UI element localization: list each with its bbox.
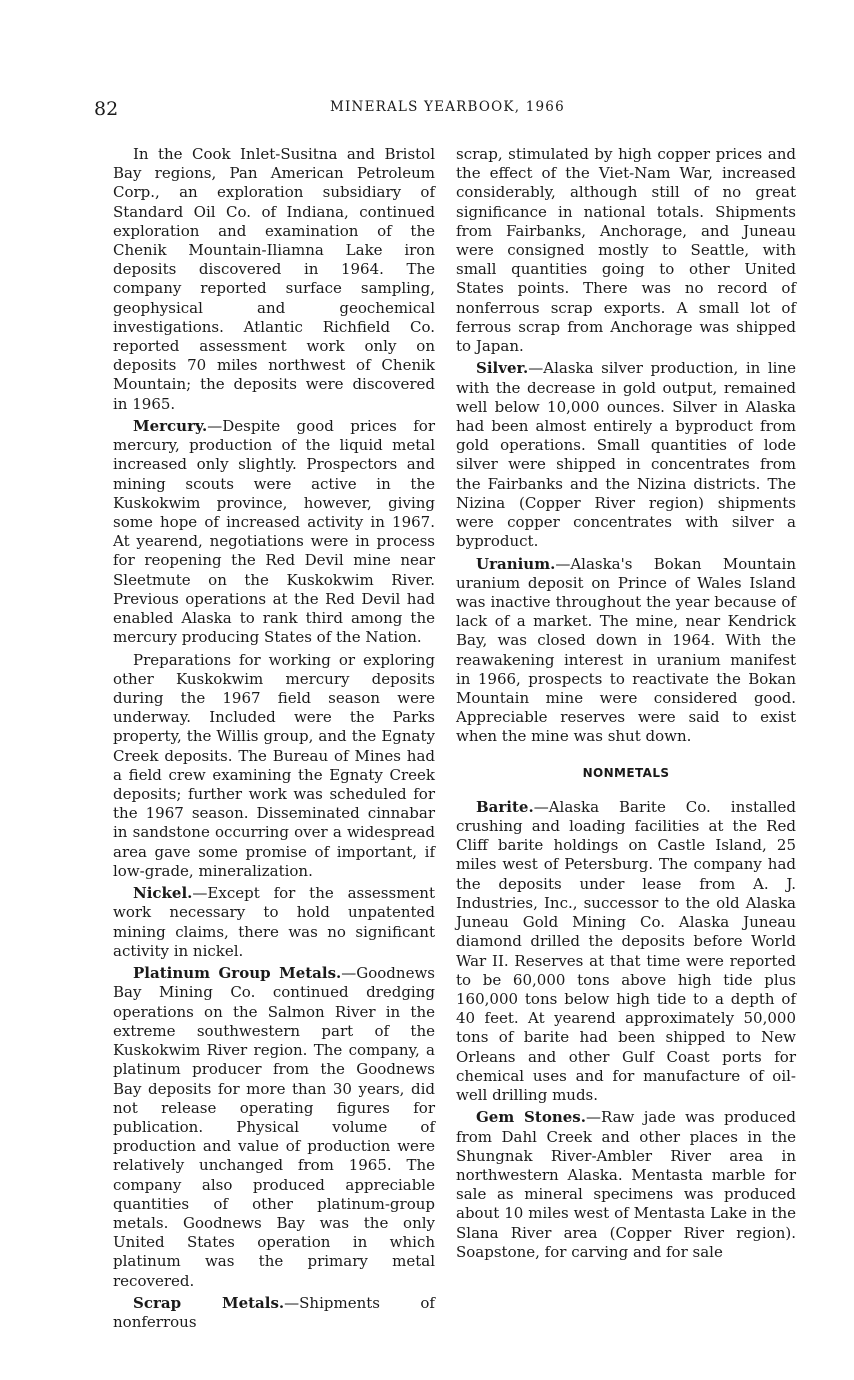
mercury-heading: Mercury.: [133, 417, 208, 436]
scrap-text: —Shipments of nonferrous: [113, 1293, 435, 1332]
paragraph-scrap-metals: [113, 1294, 435, 1332]
mercury-text: —Despite good prices for mercury, production of the liquid metal increased only slightly. Prospectors and mining scouts were active in the Kuskokwim province, however, giving some hope of increased activity in 1967. At yearend, negotiations were in process for reopening the Red Devil mine near Sleetmute on the Kuskokwim River. Previous operations at the Red Devil had enabled Alaska to rank third among the mercury producing States of the Nation.: [113, 417, 435, 647]
paragraph-preparations: Preparations for working or exploring other Kuskokwim mercury deposits during the 1967 field season were underway. Included were the Parks property, the Willis group, and the Egnaty Creek deposits. The Bureau of Mines had a field crew examining the Egnaty Creek deposits; further work was scheduled for the 1967 season. Disseminated cinnabar in sandstone occurring over a widespread area gave some promise of important, if low-grade, mineralization.: [113, 650, 435, 880]
nickel-text: —Except for the assessment work necessary to hold unpatented mining claims, there was no significant activity in nickel.: [113, 884, 435, 960]
uranium-heading: Uranium.: [476, 554, 556, 573]
running-head: MINERALS YEARBOOK, 1966: [330, 99, 565, 115]
barite-heading: Barite.: [476, 797, 534, 816]
barite-text: —Alaska Barite Co. installed crushing and loading facilities at the Red Cliff barite holdings on Castle Island, 25 miles west of Petersburg. The company had the deposits under lease from A. J. Industries, Inc., successor to the old Alaska Juneau Gold Mining Co. Alaska Juneau diamond drilled the deposits before World War II. Reserves at that time were reported to be 60,000 tons above high tide plus 160,000 tons below high tide to a depth of 40 feet. At yearend approximately 50,000 tons of barite had been shipped to New Orleans and other Gulf Coast ports for chemical uses and for manufacture of oil-well drilling muds.: [456, 797, 796, 1104]
paragraph-silver: [456, 359, 796, 551]
silver-text: —Alaska silver production, in line with the decrease in gold output, remained well below 10,000 ounces. Silver in Alaska had been almost entirely a byproduct from gold operations. Small quantities of lode silver were shipped in concentrates from the Fairbanks and the Nizina districts. The Nizina (Copper River region) shipments were copper concentrates with silver a byproduct.: [456, 359, 796, 551]
gem-text: —Raw jade was produced from Dahl Creek and other places in the Shungnak River-Ambler River area in northwestern Alaska. Mentasta marble for sale as mineral specimens was produced about 10 miles west of Mentasta Lake in the Slana River area (Copper River region). Soapstone, for carving and for sale: [456, 1108, 796, 1261]
paragraph-platinum: [113, 964, 435, 1290]
nickel-heading: Nickel.: [133, 884, 193, 903]
left-column: [113, 145, 435, 1336]
uranium-text: —Alaska's Bokan Mountain uranium deposit on Prince of Wales Island was inactive throughout the year because of lack of a market. The mine, near Kendrick Bay, was closed down in 1964. With the reawakening interest in uranium manifest in 1966, prospects to reactivate the Bokan Mountain mine were considered good. Appreciable reserves were said to exist when the mine was shut down.: [456, 554, 796, 746]
paragraph-scrap-continued: scrap, stimulated by high copper prices and the effect of the Viet-Nam War, increased considerably, although still of no great significance in national totals. Shipments from Fairbanks, Anchorage, and Juneau were consigned mostly to Seattle, with small quantities going to other United States points. There was no record of nonferrous scrap exports. A small lot of ferrous scrap from Anchorage was shipped to Japan.: [456, 145, 796, 356]
page-number: 82: [94, 98, 119, 120]
scrap-heading: Scrap Metals.: [133, 1293, 285, 1312]
paragraph-mercury: [113, 417, 435, 647]
paragraph-gem-stones: [456, 1108, 796, 1262]
gem-heading: Gem Stones.: [476, 1108, 586, 1127]
paragraph-nickel: [113, 884, 435, 961]
silver-heading: Silver.: [476, 359, 529, 378]
paragraph-uranium: [456, 555, 796, 747]
platinum-heading: Platinum Group Metals.: [133, 964, 342, 983]
platinum-text: —Goodnews Bay Mining Co. continued dredging operations on the Salmon River in the extreme southwestern part of the Kuskokwim River region. The company, a platinum producer from the Goodnews Bay deposits for more than 30 years, did not release operating figures for publication. Physical volume of production and value of production were relatively unchanged from 1965. The company also produced appreciable quantities of other platinum-group metals. Goodnews Bay was the only United States operation in which platinum was the primary metal recovered.: [113, 964, 435, 1290]
section-heading-nonmetals: NONMETALS: [582, 765, 670, 780]
paragraph-cook-inlet: In the Cook Inlet-Susitna and Bristol Bay regions, Pan American Petroleum Corp., an exploration subsidiary of Standard Oil Co. of Indiana, continued exploration and examination of the Chenik Mountain-Iliamna Lake iron deposits discovered in 1964. The company reported surface sampling, geophysical and geochemical investigations. Atlantic Richfield Co. reported assessment work only on deposits 70 miles northwest of Chenik Mountain; the deposits were discovered in 1965.: [113, 145, 435, 413]
right-column: [456, 145, 796, 1265]
paragraph-barite: [456, 798, 796, 1105]
